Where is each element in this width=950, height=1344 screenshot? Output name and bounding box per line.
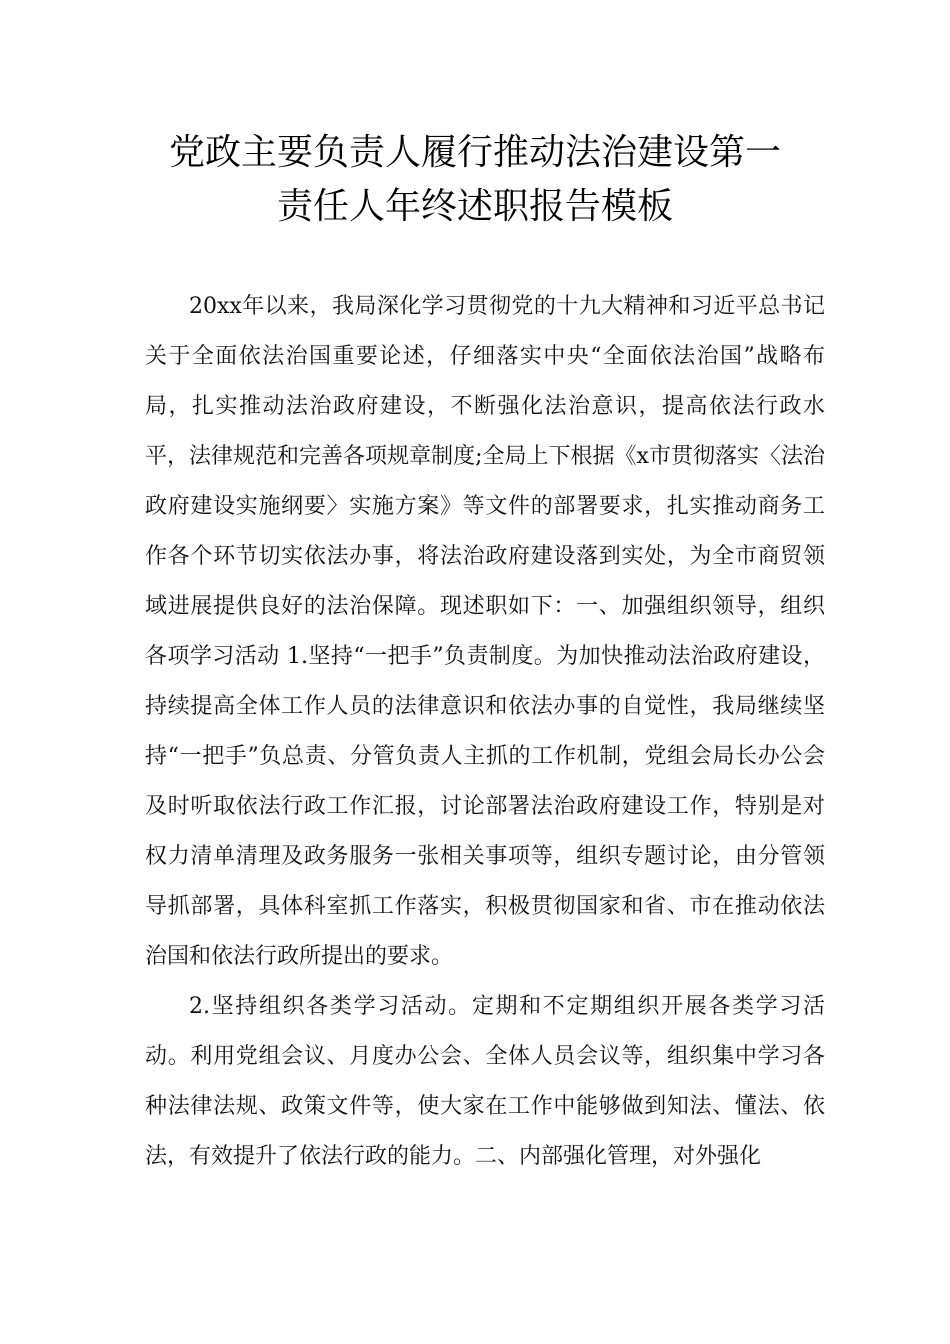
body-paragraph-1: 20xx年以来，我局深化学习贯彻党的十九大精神和习近平总书记关于全面依法治国重要论述，仔细落实中央“全面依法治国”战略布局，扎实推动法治政府建设，不断强化法治意识，提高依法行政水平，法律规范和完善各项规章制度;全局上下根据《x市贯彻落实〈法治政府建设实施纲要〉实施方案》等文件的部署要求，扎实推动商务工作各个环节切实依法办事，将法治政府建设落到实处，为全市商贸领域进展提供良好的法治保障。现述职如下：一、加强组织领导，组织各项学习活动 1.坚持“一把手”负责制度。为加快推动法治政府建设，持续提高全体工作人员的法律意识和依法办事的自觉性，我局继续坚持“一把手”负总责、分管负责人主抓的工作机制，党组会局长办公会及时听取依法行政工作汇报，讨论部署法治政府建设工作，特别是对权力清单清理及政务服务一张相关事项等，组织专题讨论，由分管领导抓部署，具体科室抓工作落实，积极贯彻国家和省、市在推动依法治国和依法行政所提出的要求。 [145,294,825,969]
title-line-2: 责任人年终述职报告模板 [276,186,673,227]
document-title [100,126,850,234]
title-line-1: 党政主要负责人履行推动法治建设第一 [168,132,781,173]
document-body [145,282,825,1182]
body-paragraph-2: 2.坚持组织各类学习活动。定期和不定期组织开展各类学习活动。利用党组会议、月度办公会、全体人员会议等，组织集中学习各种法律法规、政策文件等，使大家在工作中能够做到知法、懂法、依法，有效提升了依法行政的能力。二、内部强化管理，对外强化 [145,994,825,1169]
